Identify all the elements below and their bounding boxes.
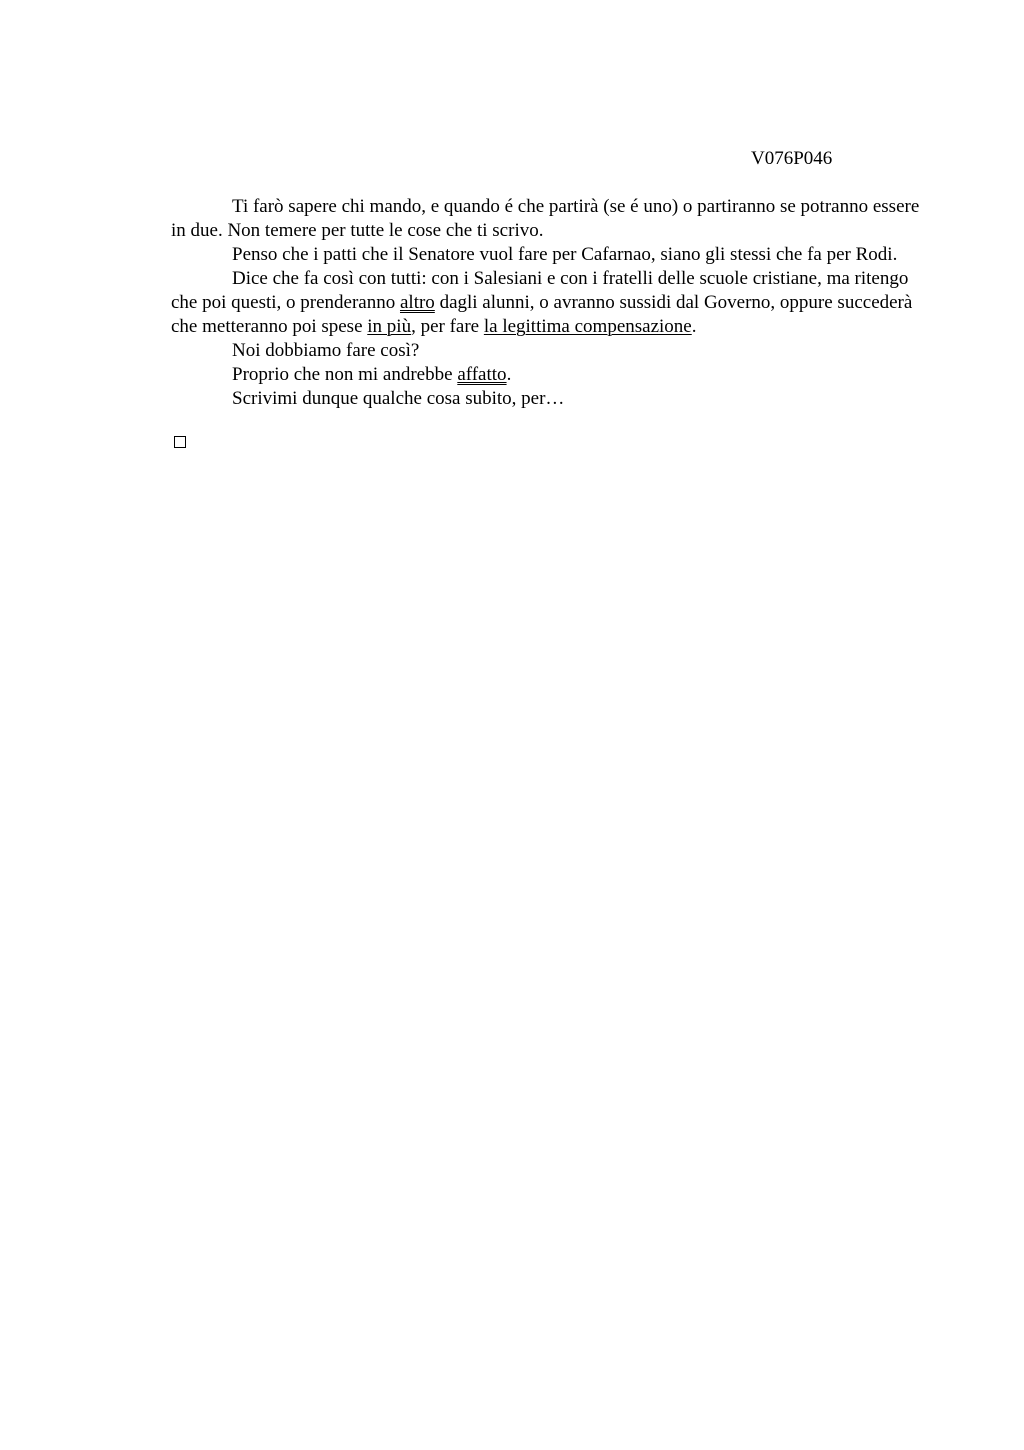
end-marker-box-icon [174, 436, 186, 448]
paragraph-5 [171, 363, 931, 387]
letter-body [171, 195, 931, 411]
page-reference: V076P046 [751, 148, 833, 169]
paragraph-3-text-d: . [691, 316, 697, 337]
paragraph-5-text-a: Proprio che non mi andrebbe [232, 364, 458, 385]
underlined-phrase-in-piu: in più [367, 316, 412, 337]
underlined-word-affatto: affatto [457, 364, 507, 385]
paragraph-5-text-b: . [506, 364, 512, 385]
paragraph-3-text-b: dagli alunni, o avranno sussidi dal Governo, oppure succederà che metteranno poi spese [171, 292, 913, 337]
paragraph-3-text-c: , per fare [411, 316, 484, 337]
paragraph-3 [171, 267, 931, 339]
underlined-word-altro: altro [399, 292, 435, 313]
paragraph-1: Ti farò sapere chi mando, e quando é che partirà (se é uno) o partiranno se potranno essere in due. Non temere per tutte le cose che ti scrivo. [171, 196, 920, 241]
underlined-phrase-compensazione: la legittima compensazione [483, 316, 692, 337]
paragraph-3-text-a: Dice che fa così con tutti: con i Salesiani e con i fratelli delle scuole cristiane, ma ritengo che poi questi, o prenderanno [171, 268, 909, 313]
paragraph-6: Scrivimi dunque qualche cosa subito, per… [232, 388, 565, 409]
paragraph-2: Penso che i patti che il Senatore vuol fare per Cafarnao, siano gli stessi che fa per Rodi. [232, 244, 898, 265]
paragraph-4: Noi dobbiamo fare così? [232, 340, 420, 361]
